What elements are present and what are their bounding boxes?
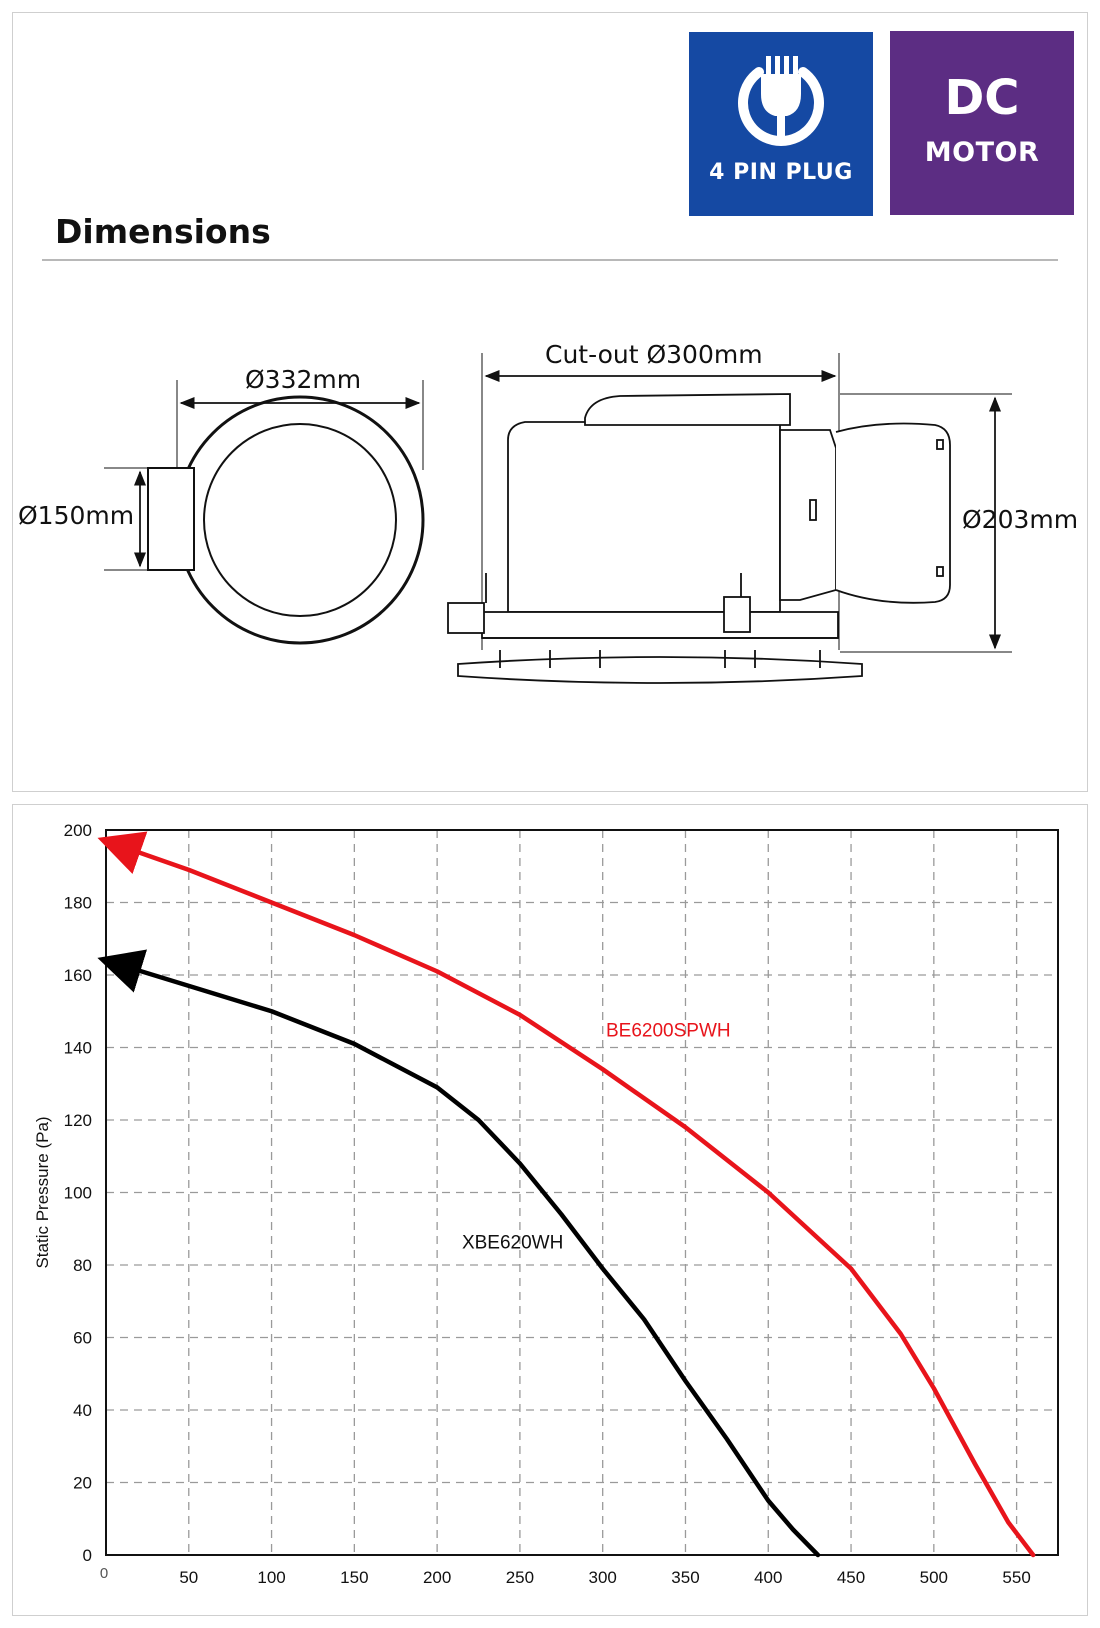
diameter-150-label: Ø150mm [18, 501, 135, 530]
x-tick-label: 250 [505, 1568, 535, 1587]
dimensions-title: Dimensions [55, 212, 271, 251]
y-tick-label: 80 [73, 1256, 92, 1275]
diameter-332-label: Ø332mm [245, 365, 362, 394]
series-line-be6200spwh [106, 841, 1033, 1555]
x-tick-label: 300 [588, 1568, 617, 1587]
y-tick-label: 0 [82, 1546, 92, 1565]
y-tick-label: 40 [73, 1401, 92, 1420]
y-tick-label: 140 [63, 1038, 92, 1058]
x-tick-label: 0 [99, 1565, 109, 1582]
x-tick-labels [100, 1565, 1031, 1587]
y-axis-label: Static Pressure (Pa) [33, 1116, 52, 1269]
series-lines [106, 841, 1033, 1555]
diameter-203-label: Ø203mm [962, 505, 1079, 534]
y-tick-labels [64, 821, 92, 1565]
chart-grid [106, 830, 1058, 1555]
y-tick-label: 20 [73, 1473, 92, 1493]
y-tick-label: 180 [63, 893, 92, 913]
x-tick-label: 500 [919, 1568, 949, 1587]
x-tick-label: 350 [671, 1568, 700, 1587]
motor-badge-dc: DC [944, 70, 1020, 126]
series-label-be6200spwh: BE6200SPWH [606, 1020, 731, 1042]
series-line-xbe620wh [106, 961, 818, 1556]
x-tick-label: 200 [422, 1568, 452, 1587]
x-tick-label: 150 [340, 1568, 369, 1587]
y-tick-label: 200 [63, 821, 92, 840]
x-tick-label: 400 [754, 1568, 783, 1587]
y-tick-label: 120 [63, 1111, 92, 1130]
y-tick-label: 160 [63, 966, 92, 985]
x-tick-label: 550 [1002, 1568, 1031, 1587]
series-label-xbe620wh: XBE620WH [461, 1232, 564, 1254]
cutout-300-label: Cut-out Ø300mm [545, 340, 763, 369]
y-tick-label: 100 [63, 1183, 92, 1203]
y-tick-label: 60 [73, 1328, 92, 1348]
x-tick-label: 100 [257, 1568, 286, 1587]
x-tick-label: 450 [836, 1568, 866, 1587]
x-tick-label: 50 [179, 1568, 199, 1587]
plug-badge-label: 4 PIN PLUG [709, 160, 853, 185]
motor-badge-motor: MOTOR [924, 137, 1040, 168]
